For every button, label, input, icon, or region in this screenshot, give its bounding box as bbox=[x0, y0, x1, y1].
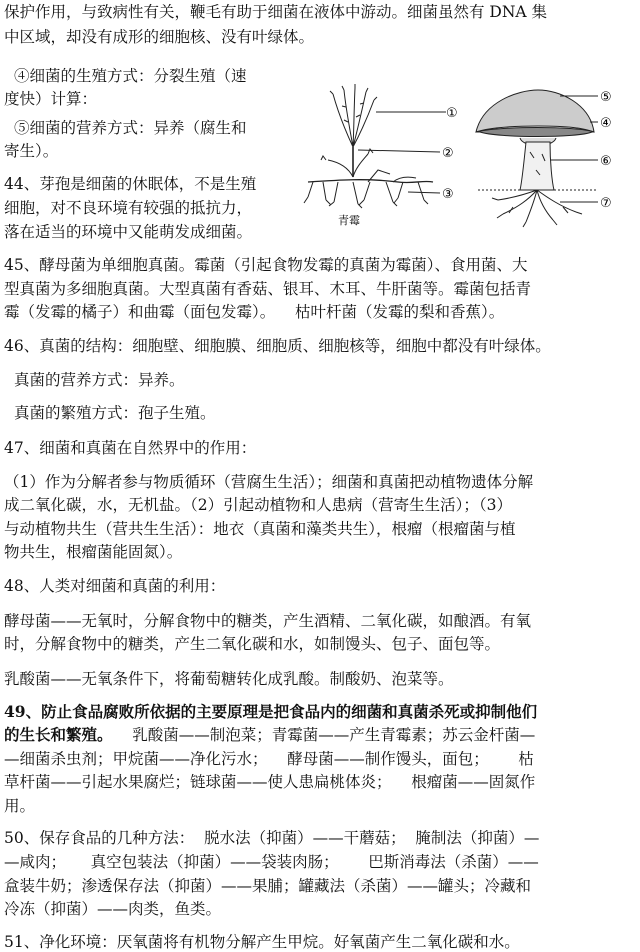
text-line: 48、人类对细菌和真菌的利用： bbox=[4, 577, 226, 595]
text-line: 成二氧化碳，水，无机盐。（2）引起动植物和人患病（营寄生生活）；（3） bbox=[4, 496, 512, 514]
text-line: ④细菌的生殖方式：分裂生殖（速 bbox=[14, 67, 247, 85]
text-line: 寄生）。 bbox=[4, 142, 59, 160]
text-line: 霉（发霉的橘子）和曲霉（面包发霉）。 枯叶杆菌（发霉的梨和香蕉）。 bbox=[4, 303, 505, 321]
text-line: 冷冻（抑菌）——肉类，鱼类。 bbox=[4, 900, 222, 918]
text-line: —细菌杀虫剂；甲烷菌——净化污水； 酵母菌——制作馒头，面包； 枯 bbox=[4, 750, 534, 768]
label-1: ① bbox=[446, 106, 458, 121]
penicillium-drawing bbox=[304, 84, 446, 208]
text-line: 真菌的繁殖方式：孢子生殖。 bbox=[14, 404, 216, 422]
text-line: 45、酵母菌为单细胞真菌。霉菌（引起食物发霉的真菌为霉菌）、食用菌、大 bbox=[4, 256, 528, 274]
text-line: 与动植物共生（营共生生活）：地衣（真菌和藻类共生），根瘤（根瘤菌与植 bbox=[4, 520, 516, 538]
text-line: 用。 bbox=[4, 797, 36, 815]
text-line bbox=[4, 725, 636, 745]
label-6: ⑥ bbox=[600, 154, 612, 169]
text-line-bold: 49、防止食品腐败所依据的主要原理是把食品内的细菌和真菌杀死或抑制他们 bbox=[4, 702, 538, 721]
mushroom-drawing bbox=[476, 90, 598, 227]
text-line: 51、净化环境：厌氧菌将有机物分解产生甲烷。好氧菌产生二氧化碳和水。 bbox=[4, 933, 520, 951]
text-line: 细胞，对不良环境有较强的抵抗力， bbox=[4, 199, 253, 217]
text-line: （1）作为分解者参与物质循环（营腐生生活）；细菌和真菌把动植物遗体分解 bbox=[4, 473, 534, 491]
text-line: 盒装牛奶；渗透保存法（抑菌）——果脯；罐藏法（杀菌）——罐头；冷藏和 bbox=[4, 877, 532, 895]
text-line: 度快）计算： bbox=[4, 90, 98, 108]
text-line: 真菌的营养方式：异养。 bbox=[14, 371, 185, 389]
label-4: ④ bbox=[600, 116, 612, 131]
fungi-illustration bbox=[298, 82, 636, 232]
text-line: 中区域，却没有成形的细胞核、没有叶绿体。 bbox=[4, 28, 315, 46]
text-line: 时，分解食物中的糖类，产生二氧化碳和水，如制馒头、包子、面包等。 bbox=[4, 635, 501, 653]
text-line: 物共生，根瘤菌能固氮）。 bbox=[4, 543, 183, 561]
text-line: 乳酸菌——无氧条件下，将葡萄糖转化成乳酸。制酸奶、泡菜等。 bbox=[4, 670, 454, 688]
text-line: 50、保存食品的几种方法： 脱水法（抑菌）——干蘑菇； 腌制法（抑菌）— bbox=[4, 829, 540, 847]
text-run: 乳酸菌——制泡菜；青霉菌——产生青霉素；苏云金杆菌— bbox=[132, 726, 536, 744]
figure-caption: 青霉 bbox=[338, 214, 360, 227]
label-5: ⑤ bbox=[600, 90, 612, 105]
text-line: 型真菌为多细胞真菌。大型真菌有香菇、银耳、木耳、牛肝菌等。霉菌包括青 bbox=[4, 280, 532, 298]
label-3: ③ bbox=[442, 187, 454, 202]
text-bold: 的生长和繁殖。 bbox=[4, 725, 113, 744]
text-line: —咸肉； 真空包装法（抑菌）——袋装肉肠； 巴斯消毒法（杀菌）—— bbox=[4, 853, 539, 871]
text-line: 草杆菌——引起水果腐烂；链球菌——使人患扁桃体炎； 根瘤菌——固氮作 bbox=[4, 773, 536, 791]
text-line: 47、细菌和真菌在自然界中的作用： bbox=[4, 439, 257, 457]
text-line: ⑤细菌的营养方式：异养（腐生和 bbox=[14, 119, 247, 137]
text-line: 44、芽孢是细菌的休眠体，不是生殖 bbox=[4, 175, 257, 193]
text-line: 酵母菌——无氧时，分解食物中的糖类，产生酒精、二氧化碳，如酿酒。有氧 bbox=[4, 612, 532, 630]
text-line: 46、真菌的结构：细胞壁、细胞膜、细胞质、细胞核等，细胞中都没有叶绿体。 bbox=[4, 337, 551, 355]
label-2: ② bbox=[442, 146, 454, 161]
text-line: 保护作用，与致病性有关，鞭毛有助于细菌在液体中游动。细菌虽然有 DNA 集 bbox=[4, 3, 548, 21]
label-7: ⑦ bbox=[600, 196, 612, 211]
text-line: 落在适当的环境中又能萌发成细菌。 bbox=[4, 223, 253, 241]
